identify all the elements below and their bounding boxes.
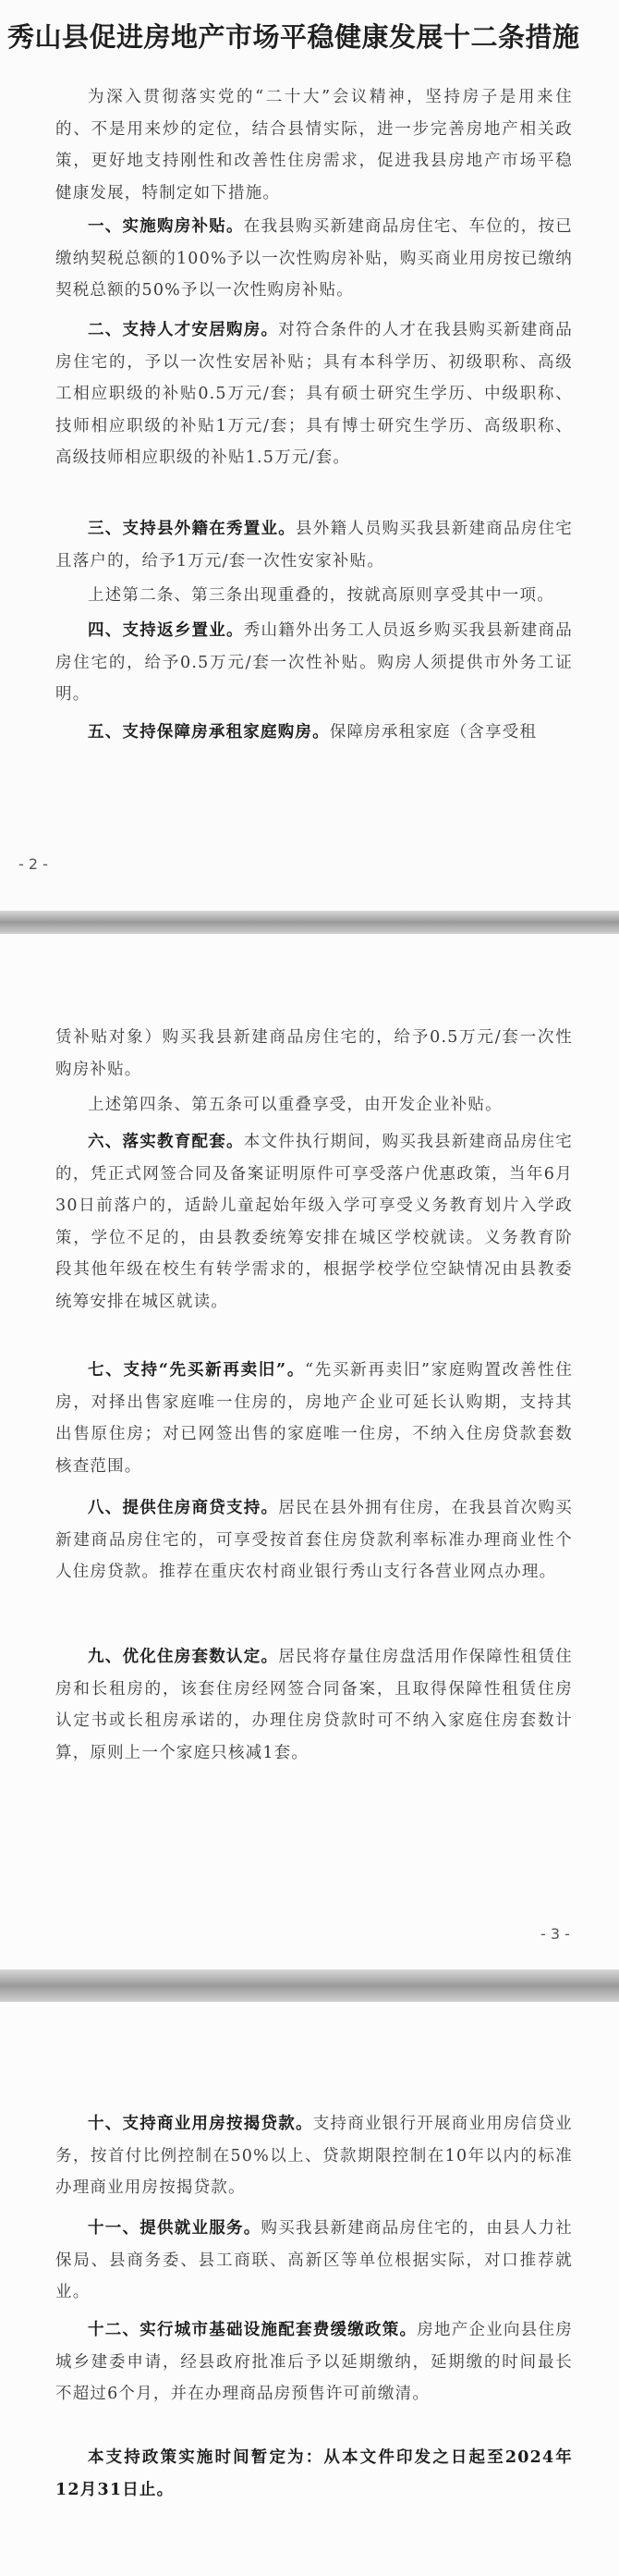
item-1 [55, 211, 573, 307]
item-11-body: 购买我县新建商品房住宅的，由县人力社保局、县商务委、县工商联、高新区等单位根据实际，对口推荐就业。 [55, 2219, 573, 2301]
item-6 [55, 1126, 573, 1318]
item-4 [55, 615, 573, 711]
item-2-body: 对符合条件的人才在我县购买新建商品房住宅的，予以一次性安居补贴；具有本科学历、初级职称、高级工相应职级的补贴0.5万元/套；具有硕士研究生学历、中级职称、技师相应职级的补贴1万元/套；具有博士研究生学历、高级职称、高级技师相应职级的补贴1.5万元/套。 [55, 321, 573, 467]
item-10-heading: 十、支持商业用房按揭贷款。 [88, 2115, 313, 2133]
item-7 [55, 1355, 573, 1482]
item-3-heading: 三、支持县外籍在秀置业。 [88, 520, 297, 538]
item-5-heading: 五、支持保障房承租家庭购房。 [88, 723, 330, 742]
item-5 [55, 717, 573, 749]
item-12 [55, 2314, 573, 2410]
item-3 [55, 513, 573, 577]
note-items-4-5: 上述第四条、第五条可以重叠享受，由开发企业补贴。 [88, 1096, 503, 1114]
item-9-heading: 九、优化住房套数认定。 [88, 1648, 279, 1666]
item-5-continued: 赁补贴对象）购买我县新建商品房住宅的，给予0.5万元/套一次性购房补贴。 [55, 1028, 573, 1079]
intro-paragraph: 为深入贯彻落实党的“二十大”会议精神，坚持房子是用来住的、不是用来炒的定位，结合县情实际，进一步完善房地产相关政策，更好地支持刚性和改善性住房需求，促进我县房地产市场平稳健康发展，特制定如下措施。 [55, 88, 573, 202]
item-8-heading: 八、提供住房商贷支持。 [88, 1499, 279, 1517]
item-4-body: 秀山籍外出务工人员返乡购买我县新建商品房住宅的，给予0.5万元/套一次性补贴。购房人须提供市外务工证明。 [55, 621, 573, 704]
item-11 [55, 2213, 573, 2309]
item-12-heading: 十二、实行城市基础设施配套费缓缴政策。 [88, 2321, 418, 2339]
document-title: 秀山县促进房地产市场平稳健康发展十二条措施 [7, 21, 580, 53]
document-page-3 [0, 934, 619, 1969]
item-1-body: 在我县购买新建商品房住宅、车位的，按已缴纳契税总额的100%予以一次性购房补贴，购买商业用房按已缴纳契税总额的50%予以一次性购房补贴。 [55, 217, 573, 300]
note-items-2-3: 上述第二条、第三条出现重叠的，按就高原则享受其中一项。 [88, 586, 554, 605]
item-2-heading: 二、支持人才安居购房。 [88, 321, 279, 339]
item-4-heading: 四、支持返乡置业。 [88, 621, 244, 640]
item-6-body: 本文件执行期间，购买我县新建商品房住宅的，凭正式网签合同及备案证明原件可享受落户优惠政策，当年6月30日前落户的，适龄儿童起始年级入学可享受义务教育划片入学政策，学位不足的，由县教委统筹安排在城区学校就读。义务教育阶段其他年级在校生有转学需求的，根据学校学位空缺情况由县教委统筹安排在城区就读。 [55, 1133, 573, 1311]
item-11-heading: 十一、提供就业服务。 [88, 2219, 261, 2238]
item-3-body: 县外籍人员购买我县新建商品房住宅且落户的，给予1万元/套一次性安家补贴。 [55, 520, 574, 570]
item-12-body: 房地产企业向县住房城乡建委申请，经县政府批准后予以延期缴纳，延期缴的时间最长不超过6个月，并在办理商品房预售许可前缴清。 [55, 2321, 573, 2403]
page-divider [0, 911, 619, 934]
page-divider [0, 1969, 619, 2002]
item-8-body: 居民在县外拥有住房，在我县首次购买新建商品房住宅的，可享受按首套住房贷款利率标准办理商业性个人住房贷款。推荐在重庆农村商业银行秀山支行各营业网点办理。 [55, 1499, 573, 1581]
item-10 [55, 2108, 573, 2204]
page-number: - 3 - [540, 1925, 570, 1943]
document-page-2 [0, 0, 619, 911]
effective-date-paragraph [55, 2442, 573, 2506]
item-2 [55, 314, 573, 474]
page-number: - 2 - [18, 855, 48, 873]
item-10-body: 支持商业银行开展商业用房信贷业务，按首付比例控制在50%以上、贷款期限控制在10年以内的标准办理商业用房按揭贷款。 [55, 2115, 574, 2197]
effective-date-text: 本支持政策实施时间暂定为：从本文件印发之日起至2024年12月31日止。 [55, 2448, 573, 2499]
document-page-4 [0, 2002, 619, 2576]
item-1-heading: 一、实施购房补贴。 [88, 217, 244, 236]
item-6-heading: 六、落实教育配套。 [88, 1133, 244, 1151]
item-5-body: 保障房承租家庭（含享受租 [329, 723, 538, 742]
item-9-body: 居民将存量住房盘活用作保障性租赁住房和长租房的，该套住房经网签合同备案，且取得保障性租赁住房认定书或长租房承诺的，办理住房贷款时可不纳入家庭住房套数计算，原则上一个家庭只核减1套。 [55, 1648, 573, 1762]
item-7-heading: 七、支持“先买新再卖旧”。 [88, 1361, 306, 1380]
item-9 [55, 1641, 573, 1769]
item-8 [55, 1492, 573, 1589]
item-7-body: “先买新再卖旧”家庭购置改善性住房，对择出售家庭唯一住房的，房地产企业可延长认购期，支持其出售原住房；对已网签出售的家庭唯一住房，不纳入住房贷款套数核查范围。 [55, 1361, 573, 1476]
